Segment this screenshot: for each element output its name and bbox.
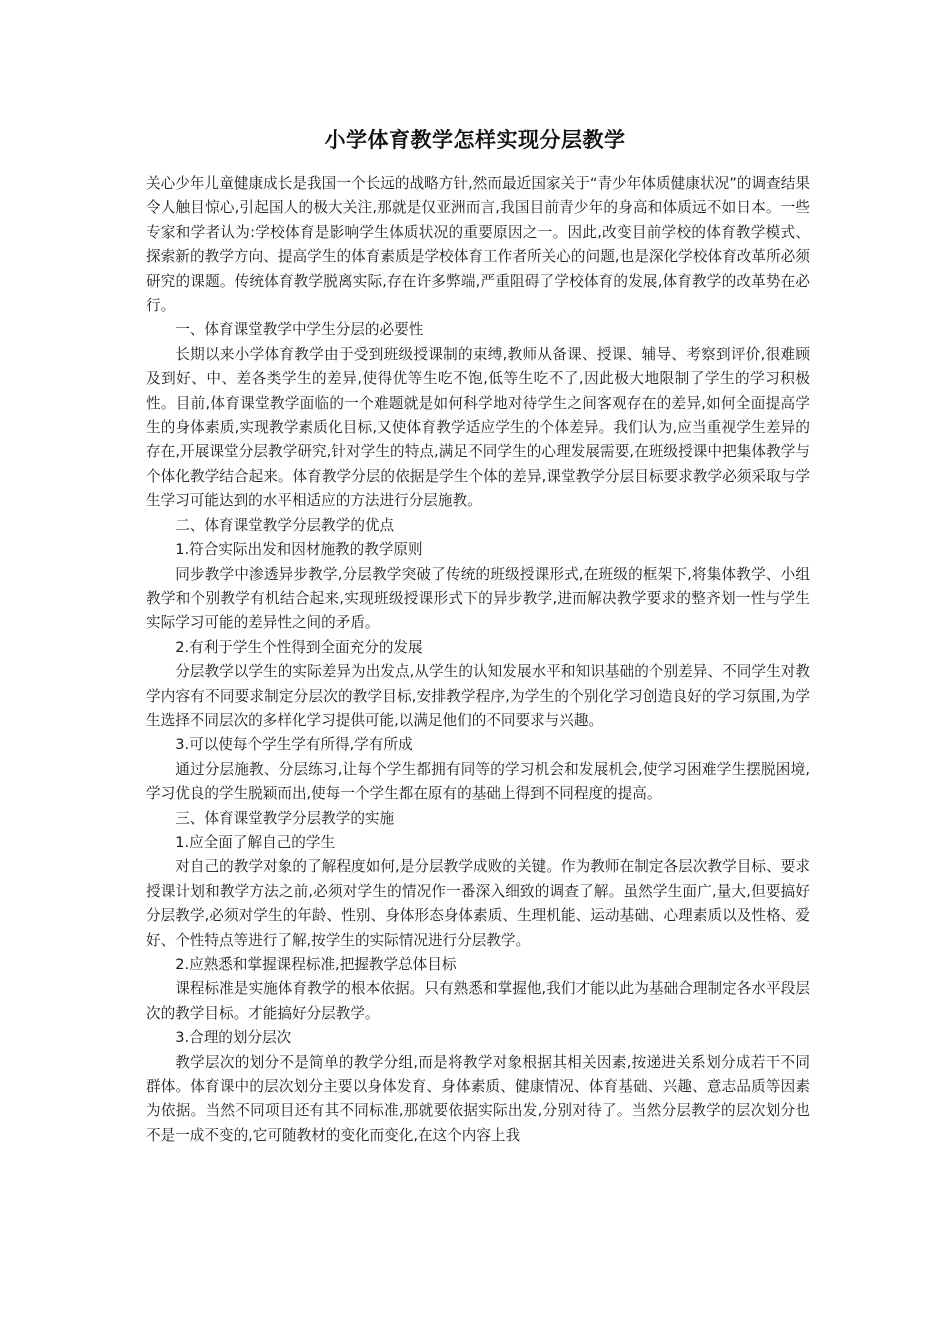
document-body [146, 172, 810, 1148]
paragraph: 教学层次的划分不是简单的教学分组,而是将教学对象根据其相关因素,按递进关系划分成若干不同群体。体育课中的层次划分主要以身体发育、身体素质、健康情况、体育基础、兴趣、意志品质等因素为依据。当然不同项目还有其不同标准,那就要依据实际出发,分别对待了。当然分层教学的层次划分也不是一成不变的,它可随教材的变化而变化,在这个内容上我 [146, 1053, 810, 1144]
document-title: 小学体育教学怎样实现分层教学 [324, 128, 626, 152]
paragraph: 分层教学以学生的实际差异为出发点,从学生的认知发展水平和知识基础的个别差异、不同学生对教学内容有不同要求制定分层次的教学目标,安排教学程序,为学生的个别化学习创造良好的学习氛围,为学生选择不同层次的多样化学习提供可能,以满足他们的不同要求与兴趣。 [146, 663, 810, 729]
paragraph: 课程标准是实施体育教学的根本依据。只有熟悉和掌握他,我们才能以此为基础合理制定各水平段层次的教学目标。才能搞好分层教学。 [146, 980, 810, 1022]
subheading-2-3: 3.可以使每个学生学有所得,学有所成 [175, 736, 413, 754]
section-heading-1: 一、体育课堂教学中学生分层的必要性 [175, 321, 424, 339]
subheading-3-2: 2.应熟悉和掌握课程标准,把握教学总体目标 [175, 956, 457, 973]
subheading-2-1: 1.符合实际出发和因材施教的教学原则 [175, 541, 423, 559]
paragraph: 同步教学中渗透异步教学,分层教学突破了传统的班级授课形式,在班级的框架下,将集体教学、小组教学和个别教学有机结合起来,实现班级授课形式下的异步教学,进而解决教学要求的整齐划一性与学生实际学习可能的差异性之间的矛盾。 [146, 565, 810, 632]
subheading-3-3: 3.合理的划分层次 [175, 1029, 292, 1047]
paragraph: 长期以来小学体育教学由于受到班级授课制的束缚,教师从备课、授课、辅导、考察到评价,很难顾及到好、中、差各类学生的差异,使得优等生吃不饱,低等生吃不了,因此极大地限制了学生的学习积极性。目前,体育课堂教学面临的一个难题就是如何科学地对待学生之间客观存在的差异,如何全面提高学生的身体素质,实现教学素质化目标,又使体育教学适应学生的个体差异。我们认为,应当重视学生差异的存在,开展课堂分层教学研究,针对学生的特点,满足不同学生的心理发展需要,在班级授课中把集体教学与个体化教学结合起来。体育教学分层的依据是学生个体的差异,课堂教学分层目标要求教学必须采取与学生学习可能达到的水平相适应的方法进行分层施教。 [146, 345, 810, 510]
subheading-3-1: 1.应全面了解自己的学生 [175, 833, 336, 851]
intro-paragraph: 关心少年儿童健康成长是我国一个长远的战略方针,然而最近国家关于“青少年体质健康状况”的调查结果令人触目惊心,引起国人的极大关注,那就是仅亚洲而言,我国目前青少年的身高和体质远不如日本。一些专家和学者认为:学校体育是影响学生体质状况的重要原因之一。因此,改变目前学校的体育教学模式、探索新的教学方向、提高学生的体育素质是学校体育工作者所关心的问题,也是深化学校体育改革所必须研究的课题。传统体育教学脱离实际,存在许多弊端,严重阻碍了学校体育的发展,体育教学的改革势在必行。 [146, 175, 810, 315]
paragraph: 对自己的教学对象的了解程度如何,是分层教学成败的关键。作为教师在制定各层次教学目标、要求授课计划和教学方法之前,必须对学生的情况作一番深入细致的调查了解。虽然学生面广,量大,但要搞好分层教学,必须对学生的年龄、性别、身体形态身体素质、生理机能、运动基础、心理素质以及性格、爱好、个性特点等进行了解,按学生的实际情况进行分层教学。 [146, 858, 810, 949]
subheading-2-2: 2.有利于学生个性得到全面充分的发展 [175, 638, 423, 656]
section-heading-2: 二、体育课堂教学分层教学的优点 [175, 516, 395, 534]
section-heading-3: 三、体育课堂教学分层教学的实施 [175, 809, 395, 827]
paragraph: 通过分层施教、分层练习,让每个学生都拥有同等的学习机会和发展机会,使学习困难学生摆脱困境,学习优良的学生脱颖而出,使每一个学生都在原有的基础上得到不同程度的提高。 [146, 760, 810, 803]
